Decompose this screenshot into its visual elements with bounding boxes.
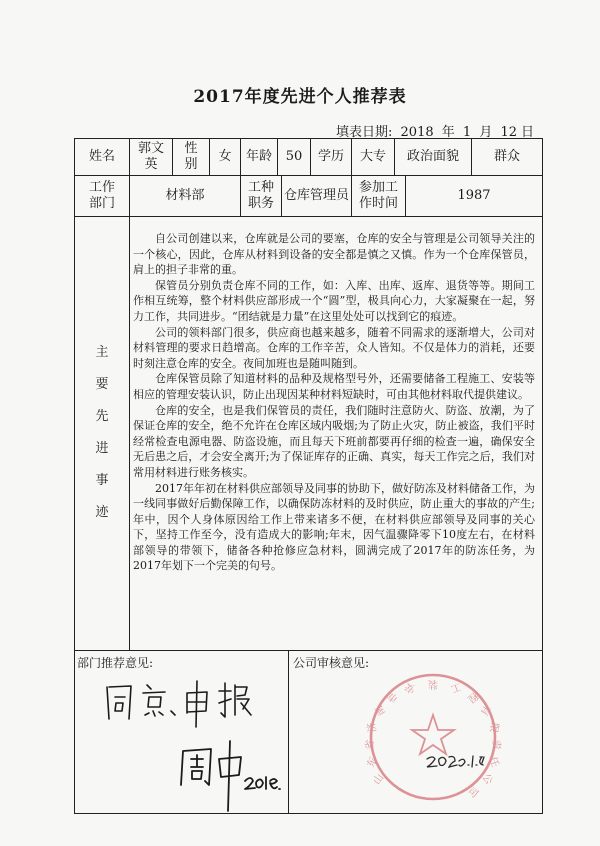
political-label: 政治面貌 bbox=[406, 149, 459, 164]
svg-text:程: 程 bbox=[465, 689, 480, 705]
deeds-label-char: 事 bbox=[95, 473, 109, 488]
svg-text:山: 山 bbox=[371, 772, 387, 787]
svg-text:公: 公 bbox=[479, 772, 495, 787]
education-label: 学历 bbox=[317, 149, 344, 164]
name-label: 姓名 bbox=[88, 149, 115, 164]
svg-text:省: 省 bbox=[364, 739, 377, 751]
svg-text:装: 装 bbox=[428, 678, 438, 689]
company-opinion-label: 公司审核意见: bbox=[293, 656, 370, 670]
deeds-paragraph: 2017年年初在材料供应部领导及同事的协助下，做好防冻及材料储备工作，为一线同事做好后勤保障工作，以确保防冻材料的及时供应，防止重大的事故的产生;年中，因个人身体原因给工作上带来诸多不便，在材料供应部领导及同事的关心下，坚持工作至今，没有造成大的影响;年末，因气温骤降零下10度左右，在材料部领导的带领下，储备各种抢修应急材料，圆满完成了2017年的防冻任务，为2017年划下一个完美的句号。 bbox=[133, 481, 535, 573]
deeds-label-char: 主 bbox=[95, 345, 109, 360]
svg-text:东: 东 bbox=[365, 755, 380, 769]
svg-text:司: 司 bbox=[465, 785, 480, 801]
svg-text:工: 工 bbox=[449, 680, 463, 695]
fill-date-label: 填表日期: bbox=[336, 125, 393, 140]
deeds-paragraph: 仓库保管员除了知道材料的品种及规格型号外，还需要储备工程施工、安装等相应的管理安装认识，防止出现因某种材料短缺时，可由其他材料取代提供建议。 bbox=[133, 372, 535, 401]
svg-text:济: 济 bbox=[366, 721, 379, 734]
deeds-label bbox=[75, 217, 129, 649]
deeds-label-char: 进 bbox=[95, 441, 109, 456]
company-seal bbox=[347, 659, 527, 813]
fill-date-day-unit: 日 bbox=[521, 125, 535, 140]
svg-text:任: 任 bbox=[486, 755, 501, 769]
name-value: 郭文英 bbox=[137, 141, 164, 172]
deeds-label-char: 迹 bbox=[95, 505, 109, 520]
svg-text:限: 限 bbox=[487, 721, 500, 734]
deeds-paragraph: 仓库的安全，也是我们保管员的责任，我们随时注意防火、防盗、放潮，为了保证仓库的安全，绝不允许在仓库区域内吸烟;为了防止火灾，防止被盗，我们平时经常检查电源电器、防盗设施，而且每天下班前都要再仔细的检查一遍，确保安全无后患之后，才会安全离开;为了保证库存的正确、真实，每天工作完之后，我们对常用材料进行账务核实。 bbox=[133, 403, 535, 479]
svg-text:安: 安 bbox=[403, 680, 417, 695]
dept-opinion-label: 部门推荐意见: bbox=[77, 656, 154, 670]
deeds-paragraph: 公司的领料部门很多，供应商也越来越多，随着不同需求的逐渐增大，公司对材料管理的要求日趋增高。仓库的工作辛苦，众人皆知。不仅是体力的消耗，还要时刻注意仓库的安全。夜间加班也是随叫随到。 bbox=[133, 325, 535, 370]
fill-date-year: 2018 bbox=[400, 125, 434, 140]
job-label: 工种职务 bbox=[247, 180, 274, 211]
deeds-label-char: 先 bbox=[95, 409, 109, 424]
svg-text:南: 南 bbox=[373, 703, 389, 718]
svg-text:责: 责 bbox=[489, 739, 502, 751]
age-label: 年龄 bbox=[245, 149, 272, 164]
dept-handwriting bbox=[95, 667, 285, 813]
page-title: 2017年度先进个人推荐表 bbox=[193, 87, 407, 107]
deeds-text bbox=[133, 231, 535, 574]
gender-label: 性别 bbox=[184, 141, 198, 172]
row-divider bbox=[75, 216, 542, 217]
fill-date-month: 1 bbox=[462, 125, 472, 140]
political-value: 群众 bbox=[493, 149, 520, 164]
fill-date-year-unit: 年 bbox=[441, 125, 455, 140]
deeds-paragraph: 保管员分别负责仓库不同的工作，如：入库、出库、返库、退货等等。期间工作相互统筹，整个材料供应部形成一个“圆”型，极具向心力，大家凝聚在一起，努力工作，共同进步。“团结就是力量”在这里处处可以找到它的痕迹。 bbox=[133, 278, 535, 323]
education-value: 大专 bbox=[359, 149, 386, 164]
age-value: 50 bbox=[285, 149, 303, 164]
fill-date-month-unit: 月 bbox=[479, 125, 493, 140]
column-divider bbox=[288, 650, 289, 814]
svg-text:市: 市 bbox=[386, 689, 401, 705]
gender-value: 女 bbox=[218, 149, 232, 164]
job-value: 仓库管理员 bbox=[283, 188, 349, 203]
department-label: 工作部门 bbox=[88, 180, 115, 211]
svg-text:有: 有 bbox=[477, 703, 493, 718]
recommendation-form bbox=[74, 138, 543, 814]
deeds-label-char: 要 bbox=[95, 377, 109, 392]
start-work-label: 参加工作时间 bbox=[358, 180, 398, 211]
deeds-paragraph: 自公司创建以来，仓库就是公司的要塞，仓库的安全与管理是公司领导关注的一个核心，因此，仓库从材料到设备的安全都是慎之又慎。作为一个仓库保管员，肩上的担子非常的重。 bbox=[133, 232, 535, 277]
row-divider bbox=[75, 650, 542, 651]
fill-date-day: 12 bbox=[500, 125, 518, 140]
start-work-value: 1987 bbox=[457, 188, 491, 203]
department-value: 材料部 bbox=[165, 188, 205, 203]
